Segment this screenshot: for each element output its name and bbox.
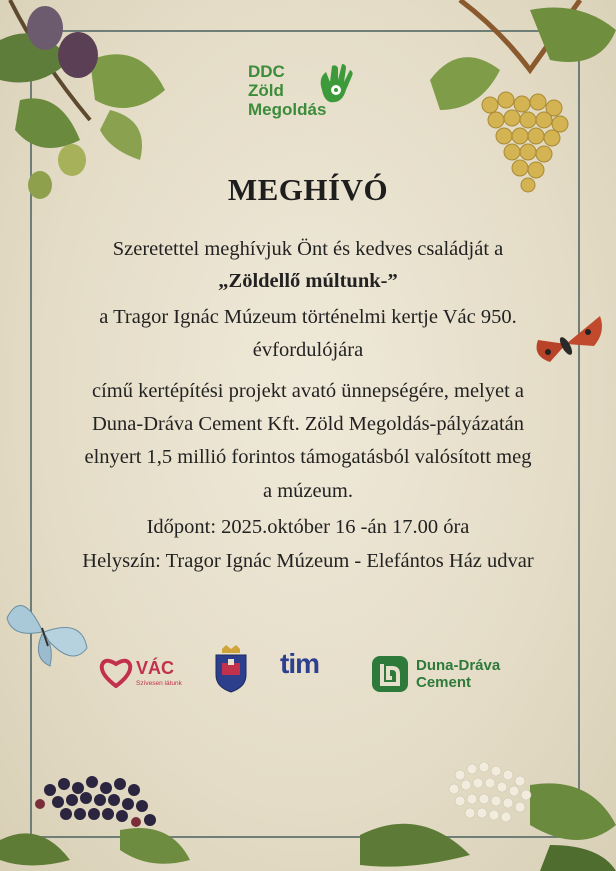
invitation-line-6: Duna-Dráva Cement Kft. Zöld Megoldás-pályázatán <box>91 413 525 435</box>
invitation-line-4: évfordulójára <box>252 339 364 361</box>
page-title: MEGHÍVÓ <box>227 172 389 207</box>
invitation-line-7: elnyert 1,5 millió forintos támogatásból valósított meg <box>84 446 532 468</box>
duna-drava-cement-logo <box>370 654 530 694</box>
invitation-line-5: című kertépítési projekt avató ünnepségére, melyet a <box>91 380 525 402</box>
ddc-line1: Duna-Dráva <box>416 657 501 674</box>
vac-name: VÁC <box>136 658 175 678</box>
elderflower-illustration <box>360 745 616 871</box>
invitation-line-3: a Tragor Ignác Múzeum történelmi kertje Vác 950. <box>99 306 517 328</box>
vac-coat-of-arms-icon <box>214 645 248 693</box>
vac-city-logo <box>98 654 184 694</box>
event-time: Időpont: 2025.október 16 -án 17.00 óra <box>146 516 470 538</box>
ddc-line2: Cement <box>416 674 472 691</box>
event-place: Helyszín: Tragor Ignác Múzeum - Elefántos Ház udvar <box>82 550 534 572</box>
invitation-line-1: Szeretettel meghívjuk Önt és kedves családját a <box>112 238 504 260</box>
logo-line3: Megoldás <box>248 100 327 119</box>
tim-name: tim <box>280 648 319 679</box>
logo-line1: DDC <box>248 62 285 81</box>
logo-line2: Zöld <box>248 81 284 100</box>
invitation-line-8: a múzeum. <box>263 480 353 502</box>
vac-slogan: Szívesen látunk <box>136 680 182 687</box>
ddc-zold-megoldas-logo <box>248 62 378 144</box>
green-hand-flower-icon <box>312 60 360 108</box>
elderberry-illustration <box>0 760 200 871</box>
heart-icon <box>98 656 134 688</box>
tim-logo <box>280 648 340 692</box>
project-title: „Zöldellő múltunk-” <box>218 270 398 292</box>
ddc-mark-icon <box>370 654 410 694</box>
butterfly-illustration <box>2 588 92 672</box>
